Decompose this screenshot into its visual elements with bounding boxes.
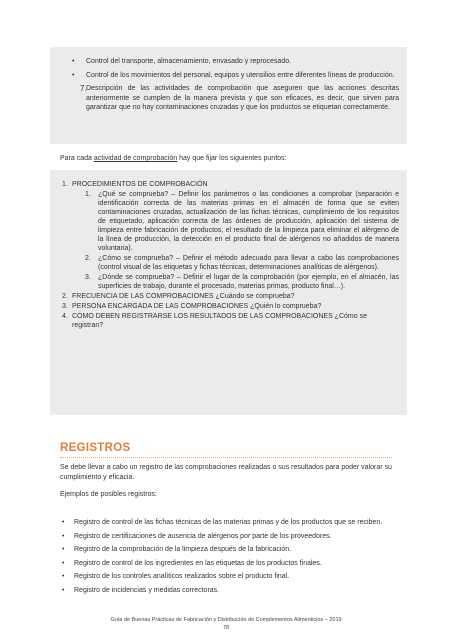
list-item-text: Control del transporte, almacenamiento, envasado y reprocesado. bbox=[86, 58, 292, 65]
item-number: 1. bbox=[62, 181, 68, 188]
item-number: 4. bbox=[62, 313, 68, 320]
list-item bbox=[58, 302, 399, 311]
page-number: 78 bbox=[222, 625, 230, 631]
intro-text: Para cada bbox=[60, 155, 94, 162]
footer-title: Guía de Buenas Prácticas de Fabricación y Distribución de Complementos Alimenticios – 2019 bbox=[110, 617, 342, 623]
list-item-text: Registro de control de los ingredientes en las etiquetas de los productos finales. bbox=[74, 559, 322, 567]
records-list bbox=[60, 518, 392, 599]
item-text: PERSONA ENCARGADA DE LAS COMPROBACIONES ¿Quién lo comprueba? bbox=[72, 303, 322, 310]
list-item bbox=[60, 586, 392, 596]
sub-item bbox=[58, 190, 399, 253]
bullet-icon: • bbox=[62, 532, 65, 540]
bullet-icon: • bbox=[72, 58, 75, 65]
list-item bbox=[58, 71, 399, 81]
list-item bbox=[58, 180, 399, 189]
list-item bbox=[60, 572, 392, 582]
list-item-text: Registro de los controles analíticos realizados sobre el producto final. bbox=[74, 573, 290, 580]
item-text: Descripción de las actividades de comprobación que aseguren que las acciones descritas anteriormente se cumplen de la manera prevista y que son eficaces, es decir, que sirven para garantizar que no hay contaminaciones cruzadas y que los productos se etiquetan correctamente. bbox=[86, 85, 399, 111]
procedures-box bbox=[50, 170, 407, 415]
bullet-icon: • bbox=[62, 573, 65, 580]
intro-sentence bbox=[60, 155, 287, 162]
sub-item bbox=[58, 273, 399, 291]
sub-item-number: 2. bbox=[85, 255, 91, 262]
list-item-text: Control de los movimientos del personal, equipos y utensilios entre diferentes líneas de producción. bbox=[86, 71, 395, 79]
paragraph: Ejemplos de posibles registros: bbox=[60, 491, 157, 498]
bullet-icon: • bbox=[72, 71, 75, 79]
list-item bbox=[60, 532, 392, 542]
sub-item-text: ¿Qué se comprueba? – Definir los parámetros o las condiciones a comprobar (separación e identificación correcta de las materias primas en el almacén de forma que se eviten contaminaciones cruzadas, actualización de las fichas técnicas, cumplimiento de los requisitos de etiquetado, aplicación correcta de las órdenes de producción, aplicación del sistema de limpieza entre fabricación de productos, el resultado de la limpieza para eliminar el alérgeno de la línea de producción, la detección en el producto final de alérgenos no añadidos de manera voluntaria). bbox=[98, 191, 399, 252]
list-item-text: Registro de certificaciones de ausencia de alérgenos por parte de los proveedores. bbox=[74, 532, 332, 540]
item-text: PROCEDIMIENTOS DE COMPROBACIÓN bbox=[72, 181, 208, 188]
numbered-item bbox=[58, 84, 399, 113]
list-item-text: Registro de incidencias y medidas correctoras. bbox=[74, 586, 220, 594]
sub-item-text: ¿Dónde se comprueba? – Definir el lugar de la comprobación (por ejemplo, en el almacén, las superficies de trabajo, durante el procesado, materias primas, producto final…). bbox=[98, 274, 399, 290]
list-item-text: Registro de control de las fichas técnicas de las materias primas y de los productos que se reciben. bbox=[74, 519, 383, 526]
bullet-icon: • bbox=[62, 586, 65, 594]
list-item bbox=[60, 559, 392, 569]
intro-link: actividad de comprobación bbox=[93, 155, 178, 162]
heading-divider bbox=[60, 457, 392, 458]
item-number: 3. bbox=[62, 303, 68, 310]
item-number: 7. bbox=[80, 84, 87, 93]
procedures-list bbox=[58, 180, 399, 330]
list-item bbox=[60, 545, 392, 555]
sub-item-number: 1. bbox=[85, 191, 91, 198]
item-text: FRECUENCIA DE LAS COMPROBACIONES ¿Cuándo se comprueba? bbox=[72, 293, 295, 300]
sub-item bbox=[58, 254, 399, 272]
list-item bbox=[60, 518, 392, 528]
list-item-text: Registro de la comprobación de la limpieza después de la fabricación. bbox=[74, 546, 292, 553]
checklist-box bbox=[50, 47, 407, 144]
item-text: CÓMO DEBEN REGISTRARSE LOS RESULTADOS DE LAS COMPROBACIONES ¿Cómo se registran? bbox=[72, 313, 367, 329]
item-number: 2. bbox=[62, 293, 68, 300]
paragraph: Se debe llevar a cabo un registro de las comprobaciones realizadas o sus resultados para poder valorar su cumplimiento y eficacia. bbox=[60, 464, 392, 481]
list-item bbox=[58, 292, 399, 301]
intro-text: hay que fijar los siguientes puntos: bbox=[177, 155, 287, 162]
list-item bbox=[58, 57, 399, 67]
bullet-icon: • bbox=[62, 559, 65, 567]
sub-item-number: 3. bbox=[85, 274, 91, 281]
list-item bbox=[58, 312, 399, 330]
bullet-icon: • bbox=[62, 519, 65, 526]
bullet-icon: • bbox=[62, 546, 65, 553]
sub-item-text: ¿Cómo se comprueba? – Definir el método adecuado para llevar a cabo las comprobaciones (control visual de las etiquetas y fichas técnicas, determinaciones analíticas de alérgenos). bbox=[98, 255, 399, 271]
section-heading: REGISTROS bbox=[60, 442, 131, 454]
